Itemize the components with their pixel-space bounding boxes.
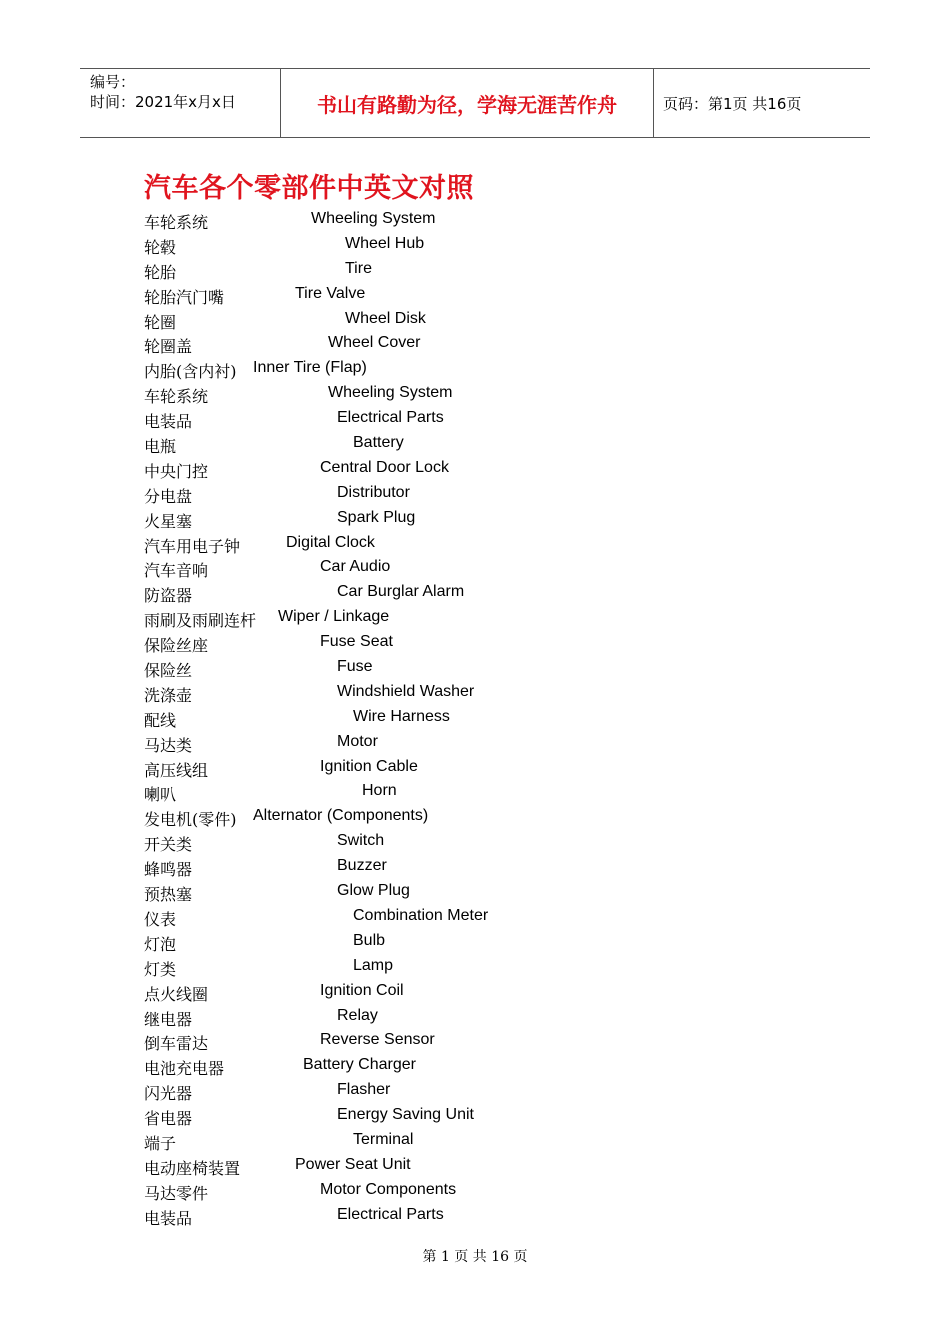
list-item bbox=[144, 1179, 564, 1204]
list-item bbox=[144, 556, 564, 581]
list-item bbox=[144, 283, 564, 308]
chinese-term: 马达类 bbox=[144, 735, 193, 755]
chinese-term: 高压线组 bbox=[144, 760, 209, 780]
header-page-info: 页码：第1页 共16页 bbox=[663, 94, 802, 113]
list-item bbox=[144, 258, 564, 283]
chinese-term: 灯泡 bbox=[144, 934, 177, 954]
english-term: Wheel Disk bbox=[345, 309, 426, 327]
chinese-term: 预热塞 bbox=[144, 885, 193, 905]
list-item bbox=[144, 930, 564, 955]
english-term: Energy Saving Unit bbox=[337, 1106, 474, 1124]
chinese-term: 火星塞 bbox=[144, 511, 193, 531]
header-motto: 书山有路勤为径，学海无涯苦作舟 bbox=[281, 69, 654, 137]
list-item bbox=[144, 308, 564, 333]
chinese-term: 保险丝 bbox=[144, 661, 193, 681]
list-item bbox=[144, 905, 564, 930]
english-term: Terminal bbox=[353, 1130, 414, 1148]
glossary-list bbox=[144, 208, 564, 1229]
list-item bbox=[144, 656, 564, 681]
chinese-term: 轮胎汽门嘴 bbox=[144, 287, 225, 307]
list-item bbox=[144, 1204, 564, 1229]
list-item bbox=[144, 955, 564, 980]
english-term: Wiper / Linkage bbox=[278, 608, 390, 626]
list-item bbox=[144, 432, 564, 457]
english-term: Combination Meter bbox=[353, 906, 489, 924]
list-item bbox=[144, 980, 564, 1005]
chinese-term: 中央门控 bbox=[144, 461, 209, 481]
chinese-term: 轮圈盖 bbox=[144, 337, 193, 357]
chinese-term: 电瓶 bbox=[144, 437, 177, 457]
list-item bbox=[144, 855, 564, 880]
english-term: Motor bbox=[337, 732, 378, 750]
list-item bbox=[144, 880, 564, 905]
list-item bbox=[144, 332, 564, 357]
english-term: Car Burglar Alarm bbox=[337, 583, 465, 601]
english-term: Tire Valve bbox=[295, 284, 366, 302]
list-item bbox=[144, 407, 564, 432]
list-item bbox=[144, 606, 564, 631]
list-item bbox=[144, 1129, 564, 1154]
chinese-term: 电装品 bbox=[144, 412, 193, 432]
english-term: Buzzer bbox=[337, 857, 387, 875]
list-item bbox=[144, 1079, 564, 1104]
list-item bbox=[144, 581, 564, 606]
english-term: Central Door Lock bbox=[320, 458, 449, 476]
list-item bbox=[144, 706, 564, 731]
chinese-term: 喇叭 bbox=[144, 785, 177, 805]
english-term: Wheel Cover bbox=[328, 334, 421, 352]
chinese-term: 分电盘 bbox=[144, 486, 193, 506]
number-label: 编号： bbox=[90, 73, 136, 91]
chinese-term: 电装品 bbox=[144, 1208, 193, 1228]
chinese-term: 仪表 bbox=[144, 909, 177, 929]
english-term: Tire bbox=[345, 259, 372, 277]
list-item bbox=[144, 382, 564, 407]
list-item bbox=[144, 357, 564, 382]
english-term: Car Audio bbox=[320, 558, 391, 576]
english-term: Ignition Coil bbox=[320, 981, 404, 999]
english-term: Wheeling System bbox=[328, 384, 453, 402]
list-item bbox=[144, 805, 564, 830]
chinese-term: 端子 bbox=[144, 1133, 177, 1153]
list-item bbox=[144, 1154, 564, 1179]
chinese-term: 保险丝座 bbox=[144, 636, 209, 656]
chinese-term: 灯类 bbox=[144, 959, 177, 979]
list-item bbox=[144, 1029, 564, 1054]
english-term: Switch bbox=[337, 832, 385, 850]
chinese-term: 蜂鸣器 bbox=[144, 860, 193, 880]
english-term: Distributor bbox=[337, 483, 410, 501]
english-term: Spark Plug bbox=[337, 508, 416, 526]
english-term: Electrical Parts bbox=[337, 1205, 444, 1223]
english-term: Wire Harness bbox=[353, 707, 450, 725]
chinese-term: 雨刷及雨刷连杆 bbox=[144, 611, 257, 631]
list-item bbox=[144, 631, 564, 656]
chinese-term: 发电机(零件) bbox=[144, 810, 237, 830]
list-item bbox=[144, 482, 564, 507]
list-item bbox=[144, 457, 564, 482]
list-item bbox=[144, 780, 564, 805]
chinese-term: 闪光器 bbox=[144, 1084, 193, 1104]
list-item bbox=[144, 1005, 564, 1030]
list-item bbox=[144, 233, 564, 258]
english-term: Fuse bbox=[337, 658, 373, 676]
list-item bbox=[144, 1054, 564, 1079]
chinese-term: 马达零件 bbox=[144, 1183, 209, 1203]
english-term: Wheeling System bbox=[311, 210, 436, 227]
chinese-term: 汽车用电子钟 bbox=[144, 536, 241, 556]
list-item bbox=[144, 731, 564, 756]
chinese-term: 汽车音响 bbox=[144, 561, 209, 581]
list-item bbox=[144, 507, 564, 532]
english-term: Flasher bbox=[337, 1081, 391, 1099]
english-term: Motor Components bbox=[320, 1180, 457, 1198]
chinese-term: 电动座椅装置 bbox=[144, 1158, 241, 1178]
chinese-term: 洗涤壶 bbox=[144, 685, 193, 705]
document-title: 汽车各个零部件中英文对照 bbox=[144, 173, 474, 204]
chinese-term: 倒车雷达 bbox=[144, 1034, 209, 1054]
list-item bbox=[144, 830, 564, 855]
chinese-term: 防盗器 bbox=[144, 586, 193, 606]
page-footer: 第 1 页 共 16 页 bbox=[422, 1249, 528, 1265]
chinese-term: 轮圈 bbox=[144, 312, 177, 332]
chinese-term: 点火线圈 bbox=[144, 984, 209, 1004]
list-item bbox=[144, 532, 564, 557]
chinese-term: 省电器 bbox=[144, 1109, 193, 1129]
chinese-term: 配线 bbox=[144, 710, 177, 730]
english-term: Digital Clock bbox=[286, 533, 375, 551]
chinese-term: 内胎(含内衬) bbox=[144, 362, 237, 382]
list-item bbox=[144, 208, 564, 233]
english-term: Battery bbox=[353, 434, 404, 452]
english-term: Horn bbox=[362, 782, 397, 800]
chinese-term: 轮毂 bbox=[144, 237, 177, 257]
english-term: Wheel Hub bbox=[345, 234, 425, 252]
header-meta bbox=[80, 69, 281, 137]
chinese-term: 电池充电器 bbox=[144, 1059, 225, 1079]
english-term: Battery Charger bbox=[303, 1056, 416, 1074]
english-term: Power Seat Unit bbox=[295, 1155, 411, 1173]
english-term: Inner Tire (Flap) bbox=[253, 359, 367, 377]
english-term: Fuse Seat bbox=[320, 633, 393, 651]
english-term: Electrical Parts bbox=[337, 409, 444, 427]
english-term: Ignition Cable bbox=[320, 757, 418, 775]
chinese-term: 继电器 bbox=[144, 1009, 193, 1029]
english-term: Relay bbox=[337, 1006, 378, 1024]
english-term: Lamp bbox=[353, 956, 394, 974]
chinese-term: 车轮系统 bbox=[144, 213, 209, 232]
chinese-term: 车轮系统 bbox=[144, 387, 209, 407]
list-item bbox=[144, 756, 564, 781]
english-term: Windshield Washer bbox=[337, 682, 475, 700]
english-term: Glow Plug bbox=[337, 882, 410, 900]
list-item bbox=[144, 1104, 564, 1129]
chinese-term: 开关类 bbox=[144, 835, 193, 855]
date-label: 时间：2021年x月x日 bbox=[90, 93, 236, 111]
chinese-term: 轮胎 bbox=[144, 262, 177, 282]
english-term: Alternator (Components) bbox=[253, 807, 429, 825]
list-item bbox=[144, 681, 564, 706]
english-term: Bulb bbox=[353, 931, 386, 949]
english-term: Reverse Sensor bbox=[320, 1031, 435, 1049]
page-header bbox=[80, 68, 870, 138]
